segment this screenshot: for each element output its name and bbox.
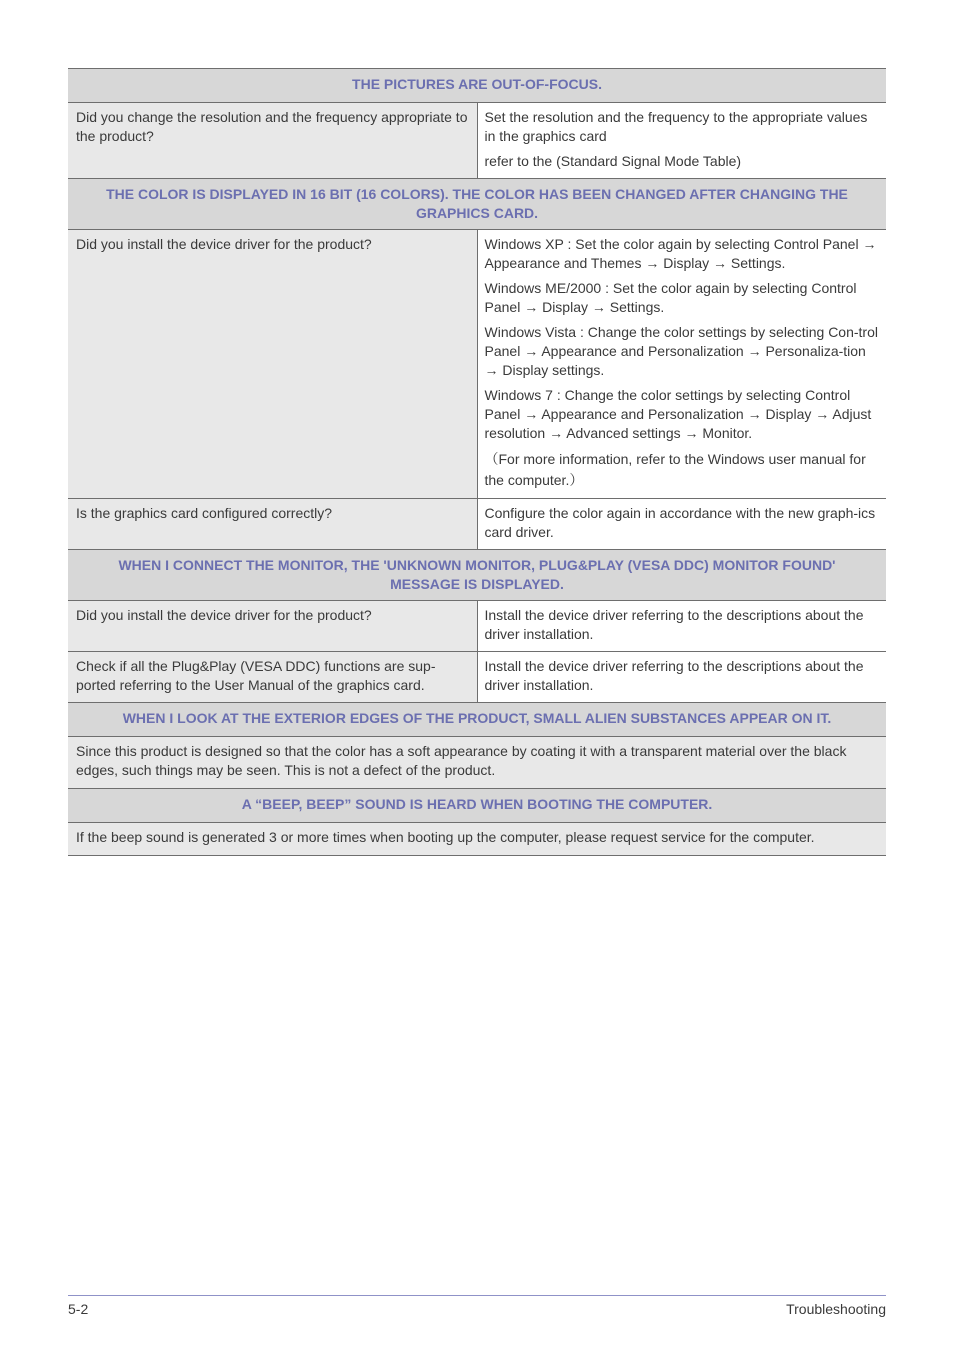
answer-cell xyxy=(477,652,886,703)
section-header xyxy=(68,550,886,601)
answer-cell xyxy=(477,601,886,652)
table-row xyxy=(68,230,886,499)
footer-rule xyxy=(68,1295,886,1296)
answer-text: Windows 7 : Change the color settings by selecting Control Panel → Appearance and Personalization → Display → Adjust resolution → Advanced settings → Monitor. xyxy=(484,387,872,441)
answer-cell xyxy=(477,230,886,499)
table-row xyxy=(68,103,886,179)
section-header xyxy=(68,789,886,823)
section-title: A “BEEP, BEEP” SOUND IS HEARD WHEN BOOTING THE COMPUTER. xyxy=(68,789,886,823)
answer-cell xyxy=(477,103,886,179)
answer-text: Install the device driver referring to the descriptions about the driver installation. xyxy=(484,607,864,642)
question-cell: Did you install the device driver for the product? xyxy=(68,601,477,652)
section-header xyxy=(68,179,886,230)
table-row xyxy=(68,737,886,789)
question-cell: Check if all the Plug&Play (VESA DDC) functions are sup-ported referring to the User Manual of the graphics card. xyxy=(68,652,477,703)
answer-text: Windows XP : Set the color again by selecting Control Panel → Appearance and Themes → Display → Settings. xyxy=(484,236,877,271)
chapter-name: Troubleshooting xyxy=(786,1301,886,1317)
section-title: WHEN I LOOK AT THE EXTERIOR EDGES OF THE PRODUCT, SMALL ALIEN SUBSTANCES APPEAR ON IT. xyxy=(68,703,886,737)
full-width-answer: Since this product is designed so that the color has a soft appearance by coating it with a transparent material over the black edges, such things may be seen. This is not a defect of the product. xyxy=(68,737,886,789)
answer-text: Windows Vista : Change the color settings by selecting Con-trol Panel → Appearance and Personalization → Personaliza-tion → Display settings. xyxy=(484,324,878,378)
answer-text: Configure the color again in accordance with the new graph-ics card driver. xyxy=(484,505,876,540)
question-cell: Did you change the resolution and the frequency appropriate to the product? xyxy=(68,103,477,179)
section-title: THE PICTURES ARE OUT-OF-FOCUS. xyxy=(68,69,886,103)
section-header xyxy=(68,69,886,103)
question-cell: Did you install the device driver for the product? xyxy=(68,230,477,499)
page-number: 5-2 xyxy=(68,1301,89,1317)
section-header xyxy=(68,703,886,737)
answer-text: Set the resolution and the frequency to the appropriate values in the graphics card xyxy=(484,109,868,144)
section-title: THE COLOR IS DISPLAYED IN 16 BIT (16 COLORS). THE COLOR HAS BEEN CHANGED AFTER CHANGING THE GRAPHICS CARD. xyxy=(68,179,886,230)
section-title: WHEN I CONNECT THE MONITOR, THE 'UNKNOWN MONITOR, PLUG&PLAY (VESA DDC) MONITOR FOUND' MESSAGE IS DISPLAYED. xyxy=(68,550,886,601)
table-row xyxy=(68,499,886,550)
troubleshooting-table xyxy=(68,68,886,856)
full-width-answer: If the beep sound is generated 3 or more times when booting up the computer, please request service for the computer. xyxy=(68,823,886,856)
table-row xyxy=(68,652,886,703)
table-row xyxy=(68,823,886,856)
answer-text: refer to the (Standard Signal Mode Table) xyxy=(484,153,742,169)
table-row xyxy=(68,601,886,652)
answer-cell xyxy=(477,499,886,550)
answer-text: Install the device driver referring to the descriptions about the driver installation. xyxy=(484,658,864,693)
answer-text: （For more information, refer to the Windows user manual for the computer.） xyxy=(484,451,866,488)
question-cell: Is the graphics card configured correctly? xyxy=(68,499,477,550)
answer-text: Windows ME/2000 : Set the color again by selecting Control Panel → Display → Settings. xyxy=(484,280,857,315)
